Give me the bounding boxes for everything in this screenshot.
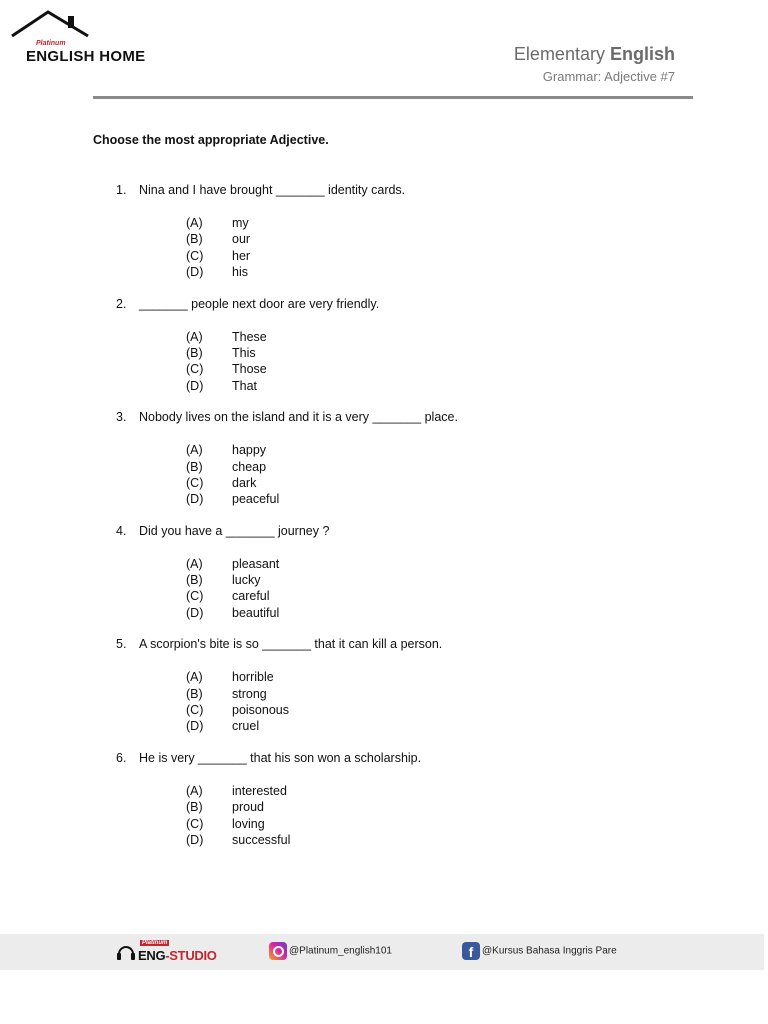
logo-tagline: Platinum xyxy=(36,40,66,47)
answer-option[interactable] xyxy=(93,361,693,377)
question-text: Nina and I have brought _______ identity cards. xyxy=(139,183,406,197)
instruction-text: Choose the most appropriate Adjective. xyxy=(93,133,329,147)
question-item xyxy=(93,409,693,508)
answer-option[interactable] xyxy=(93,329,693,345)
question-item xyxy=(93,523,693,622)
option-text: interested xyxy=(232,783,287,798)
headphones-icon xyxy=(116,942,136,962)
question-number: 1. xyxy=(116,183,127,197)
option-letter: (B) xyxy=(186,573,203,588)
option-letter: (D) xyxy=(186,832,204,847)
footer-bar xyxy=(0,934,764,970)
option-letter: (B) xyxy=(186,345,203,360)
option-letter: (D) xyxy=(186,378,204,393)
option-letter: (C) xyxy=(186,475,204,490)
instagram-icon xyxy=(269,942,287,960)
option-letter: (D) xyxy=(186,605,204,620)
question-number: 3. xyxy=(116,410,127,425)
option-letter: (B) xyxy=(186,800,203,815)
question-line xyxy=(93,523,693,539)
answer-option[interactable] xyxy=(93,378,693,394)
question-number: 6. xyxy=(116,750,127,765)
question-number: 4. xyxy=(116,523,127,538)
answer-option[interactable] xyxy=(93,264,693,280)
option-letter: (A) xyxy=(186,443,203,458)
option-letter: (D) xyxy=(186,719,204,734)
option-text: lucky xyxy=(232,573,261,588)
answer-option[interactable] xyxy=(93,556,693,572)
answer-option[interactable] xyxy=(93,799,693,815)
question-list xyxy=(93,182,693,863)
question-item xyxy=(93,182,693,281)
document-header xyxy=(514,44,675,84)
option-text: dark xyxy=(232,475,257,490)
question-text: He is very _______ that his son won a scholarship. xyxy=(139,750,422,765)
answer-option[interactable] xyxy=(93,442,693,458)
option-letter: (A) xyxy=(186,670,203,685)
answer-option[interactable] xyxy=(93,686,693,702)
option-text: This xyxy=(232,345,256,360)
option-list xyxy=(93,669,693,735)
studio-tagline: Platinum xyxy=(142,940,168,946)
answer-option[interactable] xyxy=(93,248,693,264)
question-number: 2. xyxy=(116,296,127,311)
instagram-handle[interactable]: @Platinum_english101 xyxy=(269,942,392,960)
option-letter: (A) xyxy=(186,216,203,230)
option-text: his xyxy=(232,265,248,280)
question-item xyxy=(93,296,693,395)
option-letter: (B) xyxy=(186,232,203,247)
answer-option[interactable] xyxy=(93,572,693,588)
brand-logo xyxy=(10,10,150,66)
question-line xyxy=(93,296,693,312)
option-letter: (D) xyxy=(186,492,204,507)
answer-option[interactable] xyxy=(93,459,693,475)
page-subtitle: Grammar: Adjective #7 xyxy=(542,69,675,84)
answer-option[interactable] xyxy=(93,345,693,361)
option-letter: (C) xyxy=(186,816,204,831)
question-line xyxy=(93,182,693,198)
option-letter: (D) xyxy=(186,265,204,280)
option-text: beautiful xyxy=(232,605,280,620)
option-text: cruel xyxy=(232,719,260,734)
option-text: pleasant xyxy=(232,556,280,571)
option-list xyxy=(93,442,693,508)
question-text: _______ people next door are very friendly. xyxy=(139,296,380,311)
option-text: poisonous xyxy=(232,703,289,718)
question-text: Nobody lives on the island and it is a very _______ place. xyxy=(139,410,458,425)
question-line xyxy=(93,409,693,425)
logo-name: ENGLISH HOME xyxy=(26,48,146,65)
answer-option[interactable] xyxy=(93,215,693,231)
answer-option[interactable] xyxy=(93,605,693,621)
option-text: cheap xyxy=(232,459,267,474)
answer-option[interactable] xyxy=(93,475,693,491)
option-text: That xyxy=(232,378,258,393)
question-item xyxy=(93,750,693,849)
option-letter: (C) xyxy=(186,248,204,263)
facebook-handle[interactable]: f @Kursus Bahasa Inggris Pare xyxy=(462,942,617,960)
option-letter: (A) xyxy=(186,783,203,798)
answer-option[interactable] xyxy=(93,588,693,604)
answer-option[interactable] xyxy=(93,718,693,734)
option-text: loving xyxy=(232,816,265,831)
option-text: happy xyxy=(232,443,267,458)
option-letter: (C) xyxy=(186,362,204,377)
answer-option[interactable] xyxy=(93,231,693,247)
option-text: careful xyxy=(232,589,270,604)
answer-option[interactable] xyxy=(93,783,693,799)
option-text: horrible xyxy=(232,670,274,685)
question-item xyxy=(93,636,693,735)
answer-option[interactable] xyxy=(93,816,693,832)
question-text: A scorpion's bite is so _______ that it can kill a person. xyxy=(139,637,443,652)
option-text: proud xyxy=(232,800,264,815)
option-list xyxy=(93,556,693,622)
option-text: These xyxy=(232,329,267,344)
option-letter: (A) xyxy=(186,329,203,344)
option-list xyxy=(93,215,693,281)
option-text: strong xyxy=(232,686,267,701)
option-letter: (A) xyxy=(186,556,203,571)
answer-option[interactable] xyxy=(93,491,693,507)
option-text: my xyxy=(232,216,249,230)
option-text: successful xyxy=(232,832,291,847)
question-line xyxy=(93,636,693,652)
option-list xyxy=(93,329,693,395)
option-text: peaceful xyxy=(232,492,280,507)
option-list xyxy=(93,783,693,849)
question-line xyxy=(93,750,693,766)
option-letter: (B) xyxy=(186,459,203,474)
option-letter: (C) xyxy=(186,703,204,718)
answer-option[interactable] xyxy=(93,702,693,718)
header-divider xyxy=(93,96,693,99)
question-text: Did you have a _______ journey ? xyxy=(139,523,330,538)
option-text: our xyxy=(232,232,251,247)
option-text: Those xyxy=(232,362,267,377)
studio-name: ENG-STUDIO xyxy=(138,948,217,963)
answer-option[interactable] xyxy=(93,832,693,848)
option-text: her xyxy=(232,248,251,263)
facebook-icon: f xyxy=(462,942,480,960)
question-number: 5. xyxy=(116,637,127,652)
page-title: Elementary English xyxy=(513,44,675,64)
option-letter: (B) xyxy=(186,686,203,701)
answer-option[interactable] xyxy=(93,669,693,685)
option-letter: (C) xyxy=(186,589,204,604)
